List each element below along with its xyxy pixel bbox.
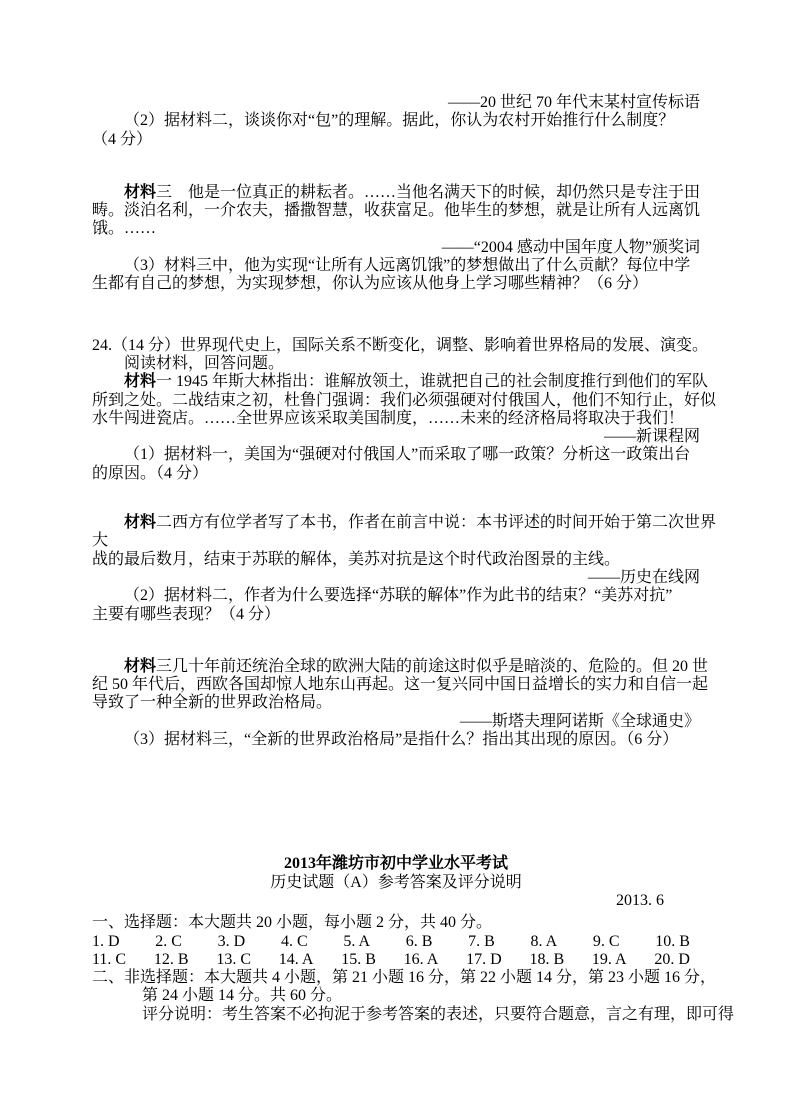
material-text-line: [92, 184, 700, 202]
answer-item: 19. A: [591, 950, 627, 968]
question-23-material-3: [92, 184, 700, 294]
choice-section-heading: 一、选择题：本大题共 20 小题，每小题 2 分，共 40 分。: [92, 914, 493, 932]
question-text-line: （2）据材料二，谈谈你对“包”的理解。据此，你认为农村开始推行什么制度？: [124, 112, 675, 130]
answer-item: 12. B: [153, 950, 189, 968]
material-text-line: 饿。……: [92, 220, 157, 238]
answer-key-section: [92, 855, 735, 1024]
question-24-material-2: [92, 514, 717, 624]
attribution-line: ——“2004 感动中国年度人物”颁奖词: [441, 238, 700, 256]
material-text: 三 他是一位真正的耕耘者。……当他名满天下的时候，却仍然只是专注于田: [156, 183, 701, 201]
answer-item: 17. D: [466, 950, 502, 968]
nonchoice-section-line: 第 24 小题 14 分。共 60 分。: [142, 987, 343, 1005]
answer-item: 1. D: [92, 932, 120, 950]
material-text: 二西方有位学者写了本书，作者在前言中说：本书评述的时间开始于第二次世界: [156, 514, 717, 532]
material-label: 材料: [124, 514, 157, 532]
material-text-line: 所到之处。二战结束之初，杜鲁门强调：我们必须强硬对付俄国人，他们不知行止，好似: [92, 391, 717, 409]
material-text-line: 畴。淡泊名利，一介农夫，播撒智慧，收获富足。他毕生的梦想，就是让所有人远离饥: [92, 202, 701, 220]
material-text-line: [92, 657, 709, 676]
question-text-line: （3）材料三中，他为实现“让所有人远离饥饿”的梦想做出了什么贡献？每位中学: [124, 257, 691, 275]
attribution-line: ——新课程网: [603, 428, 700, 446]
answer-key-subtitle: 历史试题（A）参考答案及评分说明: [270, 873, 522, 891]
answer-item: 11. C: [92, 950, 127, 968]
answer-item: 9. C: [592, 932, 620, 950]
answer-item: 16. A: [403, 950, 439, 968]
material-label: 材料: [124, 373, 157, 391]
scoring-note-line: 评分说明：考生答案不必拘泥于参考答案的表述，只要符合题意，言之有理，即可得: [142, 1005, 735, 1023]
material-text-line: 纪 50 年代后，西欧各国却惊人地东山再起。这一复兴同中国日益增长的实力和自信一起: [92, 676, 709, 694]
question-text-line: 的原因。（4 分）: [92, 464, 209, 482]
answer-row: [92, 933, 690, 951]
answer-row: [92, 951, 690, 969]
answer-item: 13. C: [216, 950, 251, 968]
attribution-line: ——历史在线网: [587, 568, 700, 586]
answer-item: 6. B: [405, 932, 433, 950]
question-24-section: [92, 336, 717, 483]
material-text-line: 导致了一种全新的世界政治格局。: [92, 694, 333, 712]
question-text-line: （4 分）: [92, 130, 153, 148]
answer-key-title: 2013年潍坊市初中学业水平考试: [283, 855, 508, 873]
answer-item: 20. D: [654, 950, 690, 968]
material-text-line: 战的最后数月，结束于苏联的解体，美苏对抗是这个时代政治图景的主线。: [92, 550, 621, 568]
material-text: 三几十年前还统治全球的欧洲大陆的前途这时似乎是暗淡的、危险的。但 20 世: [156, 657, 709, 675]
material-label: 材料: [124, 657, 157, 675]
attribution-line: ——20 世纪 70 年代末某村宣传标语: [447, 94, 700, 111]
material-text-line: 水牛闯进瓷店。……全世界应该采取美国制度，……未来的经济格局将取决于我们！: [92, 409, 685, 427]
answer-item: 10. B: [655, 932, 690, 950]
attribution-line: ——斯塔夫理阿诺斯《全球通史》: [459, 712, 700, 730]
answer-item: 7. B: [468, 932, 495, 950]
answer-item: 4. C: [280, 932, 308, 950]
material-text-line: [92, 514, 717, 532]
material-text-line: [92, 373, 709, 391]
question-text-line: （2）据材料二，作者为什么要选择“苏联的解体”作为此书的结束？“美苏对抗”: [124, 587, 673, 605]
question-intro-line: 24.（14 分）世界现代史上，国际关系不断变化，调整、影响着世界格局的发展、演变。: [92, 336, 709, 354]
material-label: 材料: [124, 183, 157, 201]
material-text: 一 1945 年斯大林指出：谁解放领土，谁就把自己的社会制度推行到他们的军队: [156, 373, 709, 391]
answer-item: 15. B: [341, 950, 376, 968]
nonchoice-section-heading: 二、非选择题：本大题共 4 小题，第 21 小题 16 分，第 22 小题 14 分，第 23 小题 16 分，: [92, 969, 717, 987]
question-text-line: （3）据材料三，“全新的世界政治格局”是指什么？指出其出现的原因。（6 分）: [124, 731, 679, 749]
answer-item: 18. B: [529, 950, 565, 968]
question-23-section: [92, 94, 700, 149]
answer-item: 5. A: [343, 932, 371, 950]
question-24-material-3: [92, 657, 709, 749]
question-text-line: 生都有自己的梦想，为实现梦想，你认为应该从他身上学习哪些精神？（6 分）: [92, 275, 649, 293]
question-text-line: （1）据材料一，美国为“强硬对付俄国人”而采取了哪一政策？分析这一政策出台: [124, 446, 691, 464]
answer-item: 3. D: [217, 932, 246, 950]
answer-item: 14. A: [278, 950, 314, 968]
answer-item: 8. A: [530, 932, 558, 950]
answer-item: 2. C: [155, 932, 182, 950]
question-intro-line: 阅读材料，回答问题。: [124, 354, 285, 372]
answer-key-date: 2013. 6: [616, 891, 664, 909]
material-text-line: 大: [92, 532, 109, 550]
question-text-line: 主要有哪些表现？（4 分）: [92, 605, 281, 623]
